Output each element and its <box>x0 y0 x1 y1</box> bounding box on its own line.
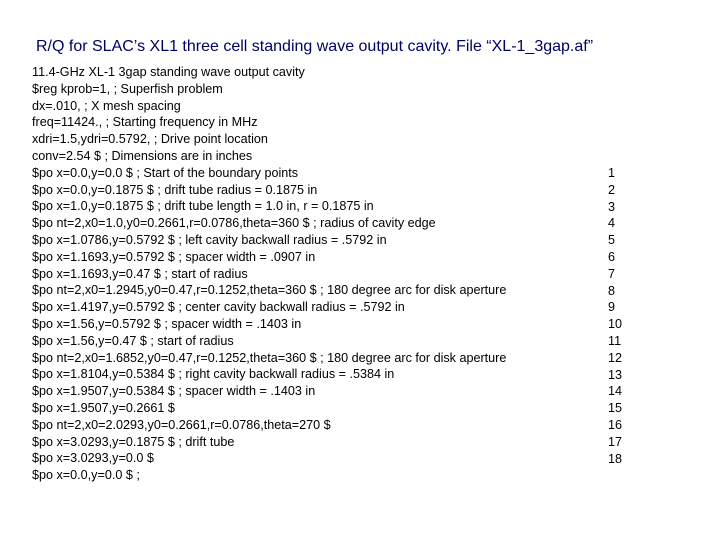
listing-line: $po x=1.9507,y=0.2661 $ <box>32 400 175 415</box>
point-number: 15 <box>608 401 623 416</box>
listing-line: $po x=0.0,y=0.0 $ ; Start of the boundary points <box>32 165 299 180</box>
listing-line: $po x=3.0293,y=0.0 $ <box>32 451 154 466</box>
point-number: 14 <box>608 384 623 399</box>
listing-line: $po x=1.9507,y=0.5384 $ ; spacer width = .1403 in <box>32 384 316 399</box>
point-number: 17 <box>608 434 623 449</box>
point-number: 6 <box>608 249 616 264</box>
listing-line: $po x=3.0293,y=0.1875 $ ; drift tube <box>32 434 235 449</box>
point-number: 18 <box>608 451 623 466</box>
listing-line: freq=11424., ; Starting frequency in MHz <box>32 115 258 130</box>
point-number: 16 <box>608 417 623 432</box>
point-number: 7 <box>608 266 616 281</box>
boundary-point-numbers <box>608 165 622 467</box>
point-number: 9 <box>608 300 616 315</box>
listing-line: $po nt=2,x0=1.2945,y0=0.47,r=0.1252,theta=360 $ ; 180 degree arc for disk aperture <box>32 283 507 298</box>
listing-line: $po x=1.56,y=0.5792 $ ; spacer width = .1403 in <box>32 316 302 331</box>
listing-line: $po nt=2,x0=1.6852,y0=0.47,r=0.1252,theta=360 $ ; 180 degree arc for disk aperture <box>32 350 507 365</box>
listing-line: $reg kprob=1, ; Superfish problem <box>32 81 223 96</box>
slide-title: R/Q for SLAC’s XL1 three cell standing wave output cavity. File “XL-1_3gap.af” <box>36 38 594 55</box>
listing-line: $po x=1.0786,y=0.5792 $ ; left cavity backwall radius = .5792 in <box>32 232 387 247</box>
listing-line: $po x=0.0,y=0.1875 $ ; drift tube radius = 0.1875 in <box>32 182 318 197</box>
listing-line: $po nt=2,x0=2.0293,y0=0.2661,r=0.0786,theta=270 $ <box>32 417 331 432</box>
listing-line: dx=.010, ; X mesh spacing <box>32 98 181 113</box>
point-number: 8 <box>608 283 616 298</box>
listing-line: conv=2.54 $ ; Dimensions are in inches <box>32 148 253 163</box>
point-number: 5 <box>608 233 616 248</box>
listing-line: xdri=1.5,ydri=0.5792, ; Drive point location <box>32 132 268 147</box>
listing-line: $po x=1.1693,y=0.47 $ ; start of radius <box>32 266 248 281</box>
point-number: 10 <box>608 317 623 332</box>
listing-line: $po x=1.56,y=0.47 $ ; start of radius <box>32 333 234 348</box>
listing-line: $po x=1.1693,y=0.5792 $ ; spacer width = .0907 in <box>32 249 316 264</box>
superfish-input-listing <box>32 64 506 484</box>
listing-line: $po x=1.8104,y=0.5384 $ ; right cavity backwall radius = .5384 in <box>32 367 395 382</box>
point-number: 3 <box>608 199 616 214</box>
listing-line: $po nt=2,x0=1.0,y0=0.2661,r=0.0786,theta=360 $ ; radius of cavity edge <box>32 216 436 231</box>
listing-line: $po x=1.0,y=0.1875 $ ; drift tube length = 1.0 in, r = 0.1875 in <box>32 199 374 214</box>
point-number: 4 <box>608 216 616 231</box>
listing-line: $po x=0.0,y=0.0 $ ; <box>32 468 140 483</box>
point-number: 13 <box>608 367 623 382</box>
point-number: 11 <box>608 333 622 348</box>
point-number: 2 <box>608 182 616 197</box>
point-number: 1 <box>608 166 616 180</box>
point-number: 12 <box>608 350 623 365</box>
listing-line: 11.4-GHz XL-1 3gap standing wave output cavity <box>32 65 305 79</box>
listing-line: $po x=1.4197,y=0.5792 $ ; center cavity backwall radius = .5792 in <box>32 300 405 315</box>
